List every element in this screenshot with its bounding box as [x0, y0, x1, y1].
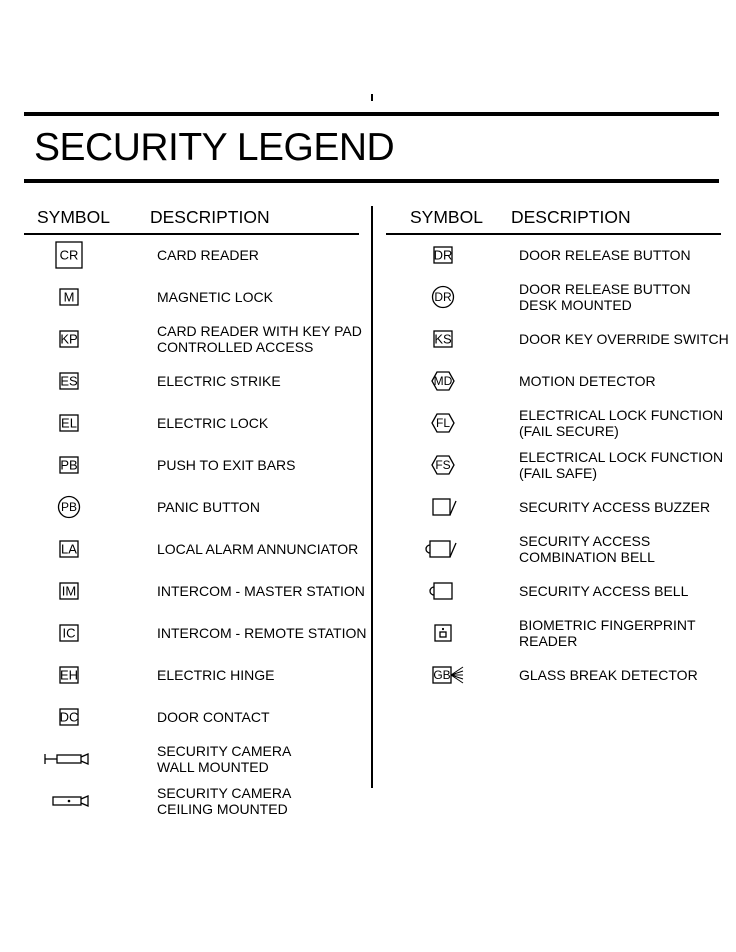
pb-box-symbol-icon	[39, 447, 99, 483]
legend-description	[519, 403, 731, 443]
legend-description	[157, 571, 367, 611]
description-line: (FAIL SECURE)	[519, 423, 619, 439]
description-line: SECURITY CAMERA	[157, 784, 292, 801]
legend-description	[157, 361, 367, 401]
legend-description	[157, 235, 367, 275]
drawing-tick-mark	[371, 94, 373, 101]
legend-description	[519, 487, 731, 527]
svg-text:M: M	[63, 289, 75, 305]
description-line: PUSH TO EXIT BARS	[157, 456, 296, 473]
description-line: DESK MOUNTED	[519, 297, 632, 313]
m-box-symbol-icon	[39, 279, 99, 315]
description-line: DOOR CONTACT	[157, 708, 270, 725]
svg-text:KS: KS	[434, 331, 452, 347]
left-symbol-header: SYMBOL	[37, 207, 110, 227]
svg-text:DR: DR	[433, 247, 453, 263]
description-line: MAGNETIC LOCK	[157, 288, 273, 305]
la-box-symbol-icon	[39, 531, 99, 567]
svg-text:FL: FL	[435, 416, 451, 430]
legend-description	[157, 697, 367, 737]
description-line: READER	[519, 633, 578, 649]
legend-description	[157, 529, 367, 569]
description-line: WALL MOUNTED	[157, 759, 269, 775]
svg-text:GB: GB	[433, 668, 451, 682]
camera-wall-symbol-icon	[39, 741, 99, 777]
description-line: PANIC BUTTON	[157, 498, 260, 515]
svg-text:EL: EL	[61, 415, 77, 431]
description-line: COMBINATION BELL	[519, 549, 655, 565]
description-line: CARD READER	[157, 246, 259, 263]
fs-hexagon-symbol-icon	[413, 447, 473, 483]
description-line: CARD READER WITH KEY PAD	[157, 322, 362, 339]
description-line: DOOR KEY OVERRIDE SWITCH	[519, 330, 729, 347]
legend-description	[157, 277, 367, 317]
description-line: DOOR RELEASE BUTTON	[519, 246, 691, 263]
svg-text:IC: IC	[62, 625, 76, 641]
es-box-symbol-icon	[39, 363, 99, 399]
right-description-header: DESCRIPTION	[511, 207, 631, 227]
svg-text:CR: CR	[59, 247, 79, 263]
legend-description	[157, 319, 367, 359]
description-line: ELECTRIC LOCK	[157, 414, 269, 431]
description-line: INTERCOM - REMOTE STATION	[157, 624, 367, 641]
description-line: (FAIL SAFE)	[519, 465, 598, 481]
legend-description	[519, 361, 731, 401]
legend-description	[157, 739, 367, 779]
legend-description	[157, 781, 367, 821]
gb-glass-break-symbol-icon	[413, 657, 473, 693]
im-box-symbol-icon	[39, 573, 99, 609]
legend-title: SECURITY LEGEND	[34, 126, 395, 169]
legend-description	[157, 487, 367, 527]
description-line: SECURITY CAMERA	[157, 742, 292, 759]
camera-ceiling-symbol-icon	[39, 783, 99, 819]
description-line: LOCAL ALARM ANNUNCIATOR	[157, 540, 359, 557]
legend-description	[519, 613, 731, 653]
svg-text:PB: PB	[60, 500, 78, 514]
title-top-rule	[24, 112, 719, 116]
svg-text:IM: IM	[61, 583, 77, 599]
el-box-symbol-icon	[39, 405, 99, 441]
legend-description	[157, 655, 367, 695]
description-line: SECURITY ACCESS BUZZER	[519, 498, 711, 515]
legend-description	[157, 613, 367, 653]
ic-box-symbol-icon	[39, 615, 99, 651]
legend-description	[519, 655, 731, 695]
svg-text:ES: ES	[60, 373, 78, 389]
bell-symbol-icon	[413, 573, 473, 609]
legend-description	[157, 403, 367, 443]
description-line: BIOMETRIC FINGERPRINT	[519, 616, 696, 633]
right-symbol-header: SYMBOL	[410, 207, 483, 227]
description-line: ELECTRIC STRIKE	[157, 372, 281, 389]
description-line: CEILING MOUNTED	[157, 801, 288, 817]
description-line: MOTION DETECTOR	[519, 372, 656, 389]
description-line: DOOR RELEASE BUTTON	[519, 280, 691, 297]
left-description-header: DESCRIPTION	[150, 207, 270, 227]
description-line: INTERCOM - MASTER STATION	[157, 582, 365, 599]
description-line: ELECTRIC HINGE	[157, 666, 275, 683]
description-line: ELECTRICAL LOCK FUNCTION	[519, 406, 724, 423]
buzzer-symbol-icon	[413, 489, 473, 525]
md-hexagon-symbol-icon	[413, 363, 473, 399]
combo-bell-symbol-icon	[413, 531, 473, 567]
cr-box-lg-symbol-icon	[39, 237, 99, 273]
legend-description	[519, 277, 731, 317]
pb-circle-symbol-icon	[39, 489, 99, 525]
dr-circle-symbol-icon	[413, 279, 473, 315]
svg-text:LA: LA	[61, 541, 77, 557]
svg-text:PB: PB	[60, 457, 78, 473]
fl-hexagon-symbol-icon	[413, 405, 473, 441]
description-line: GLASS BREAK DETECTOR	[519, 666, 698, 683]
svg-text:DR: DR	[434, 290, 452, 304]
legend-description	[519, 319, 731, 359]
description-line: SECURITY ACCESS	[519, 532, 651, 549]
svg-text:KP: KP	[60, 331, 78, 347]
legend-description	[519, 235, 731, 275]
column-divider	[371, 206, 373, 788]
dc-box-symbol-icon	[39, 699, 99, 735]
legend-description	[519, 445, 731, 485]
title-bottom-rule	[24, 179, 719, 183]
legend-description	[519, 529, 731, 569]
ks-box-symbol-icon	[413, 321, 473, 357]
eh-box-symbol-icon	[39, 657, 99, 693]
dr-box-symbol-icon	[413, 237, 473, 273]
legend-description	[519, 571, 731, 611]
description-line: CONTROLLED ACCESS	[157, 339, 314, 355]
svg-text:FS: FS	[435, 458, 451, 472]
svg-text:EH: EH	[59, 667, 79, 683]
svg-text:MD: MD	[433, 374, 453, 388]
legend-description	[157, 445, 367, 485]
kp-box-symbol-icon	[39, 321, 99, 357]
svg-text:DC: DC	[59, 709, 79, 725]
description-line: SECURITY ACCESS BELL	[519, 582, 689, 599]
fingerprint-symbol-icon	[413, 615, 473, 651]
description-line: ELECTRICAL LOCK FUNCTION	[519, 448, 724, 465]
